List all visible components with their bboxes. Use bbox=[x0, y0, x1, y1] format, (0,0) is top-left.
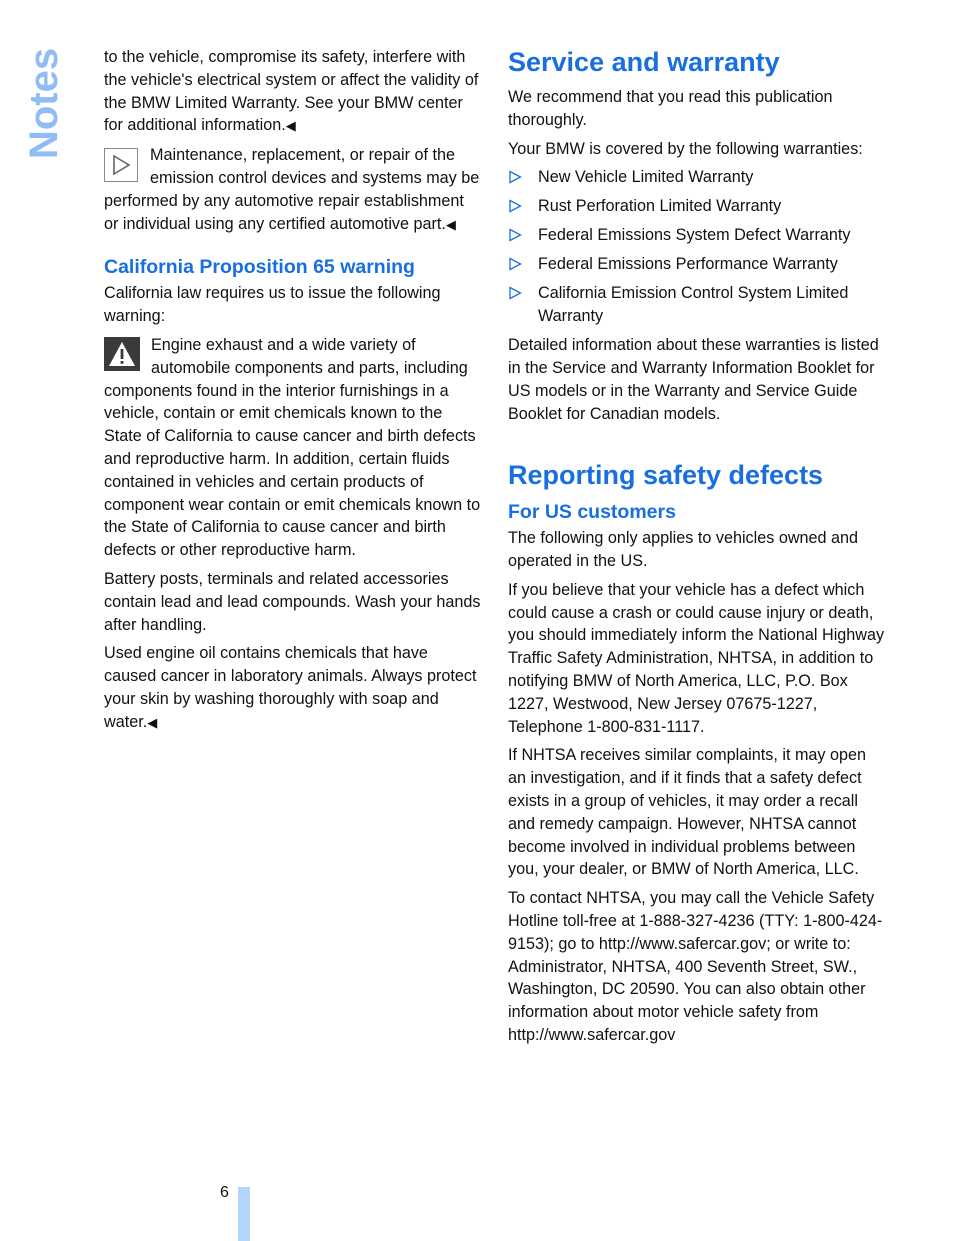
defects-para-1: The following only applies to vehicles owned and operated in the US. bbox=[508, 529, 859, 571]
list-item: Rust Perforation Limited Warranty bbox=[508, 195, 886, 218]
list-item: Federal Emissions Performance Warranty bbox=[508, 253, 886, 276]
end-mark-icon: ◀ bbox=[445, 216, 456, 232]
page-number: 6 bbox=[220, 1184, 229, 1201]
note-triangle-icon bbox=[104, 148, 138, 182]
defects-heading: Reporting safety defects bbox=[508, 460, 824, 491]
end-mark-icon: ◀ bbox=[147, 714, 158, 730]
warning-text: Engine exhaust and a wide variety of automobile components and parts, including components found in the interior furnishings in a vehicle, contain or emit chemicals known to the State of California to cause cancer and birth defects and reproductive harm. In addition, certain fluids contained in vehicles and certain products of component wear contain or emit chemicals known to the State of California to cause cancer and birth defects or other reproductive harm. bbox=[104, 335, 481, 560]
defects-para-3: If NHTSA receives similar complaints, it may open an investigation, and if it finds that a safety defect exists in a group of vehicles, it may order a recall and remedy campaign. However, NHTSA cannot become involved in individual problems between you, your dealer, or BMW of North America, LLC. bbox=[508, 746, 867, 879]
service-heading: Service and warranty bbox=[508, 47, 780, 77]
note-block bbox=[104, 144, 482, 236]
warning-icon bbox=[104, 337, 140, 371]
oil-paragraph: Used engine oil contains chemicals that have caused cancer in laboratory animals. Always protect your skin by washing thoroughly with soap and water.◀ bbox=[104, 644, 477, 731]
service-para-1: We recommend that you read this publication thoroughly. bbox=[508, 88, 833, 129]
battery-paragraph: Battery posts, terminals and related accessories contain lead and lead compounds. Wash your hands after handling. bbox=[104, 569, 481, 634]
bullet-triangle-icon bbox=[508, 199, 522, 213]
list-item: New Vehicle Limited Warranty bbox=[508, 166, 886, 189]
bullet-triangle-icon bbox=[508, 257, 522, 271]
side-section-label bbox=[22, 48, 68, 158]
bullet-triangle-icon bbox=[508, 170, 522, 184]
warning-block bbox=[104, 334, 482, 562]
list-item: Federal Emissions System Defect Warranty bbox=[508, 224, 886, 247]
bullet-triangle-icon bbox=[508, 286, 522, 300]
right-column bbox=[508, 46, 886, 1053]
end-mark-icon: ◀ bbox=[285, 118, 296, 134]
note-text: Maintenance, replacement, or repair of the emission control devices and systems may be performed by any automotive repair establishment or individual using any certified automotive part. bbox=[104, 146, 480, 233]
bullet-triangle-icon bbox=[508, 228, 522, 242]
service-para-2: Your BMW is covered by the following warranties: bbox=[508, 139, 863, 158]
service-para-3: Detailed information about these warranties is listed in the Service and Warranty Information Booklet for US models or in the Warranty and Service Guide Booklet for Canadian models. bbox=[508, 336, 879, 423]
warranty-list bbox=[508, 166, 886, 328]
prop65-intro: California law requires us to issue the following warning: bbox=[104, 284, 441, 326]
us-customers-subheading: For US customers bbox=[508, 501, 676, 524]
intro-paragraph: to the vehicle, compromise its safety, interfere with the vehicle's electrical system or affect the validity of the BMW Limited Warranty. See your BMW center for additional information.◀ bbox=[104, 48, 479, 135]
defects-para-2: If you believe that your vehicle has a defect which could cause a crash or could cause injury or death, you should immediately inform the National Highway Traffic Safety Administration, NHTSA, in addition to notifying BMW of North America, LLC, P.O. Box 1227, Westwood, New Jersey 07675-1227, Telephone 1-800-831-1117. bbox=[508, 580, 885, 736]
page-marker-bar bbox=[238, 1187, 250, 1241]
prop65-heading: California Proposition 65 warning bbox=[104, 256, 415, 279]
list-item: California Emission Control System Limited Warranty bbox=[508, 282, 886, 328]
left-column bbox=[104, 46, 482, 741]
defects-para-4: To contact NHTSA, you may call the Vehicle Safety Hotline toll-free at 1-888-327-4236 (TTY: 1-800-424-9153); go to http://www.safercar.gov; or write to: Administrator, NHTSA, 400 Seventh Street, SW., Washington, DC 20590. You can also obtain other information about motor vehicle safety from http://www.safercar.gov bbox=[508, 889, 883, 1045]
side-section-label-text: Notes bbox=[22, 47, 67, 159]
